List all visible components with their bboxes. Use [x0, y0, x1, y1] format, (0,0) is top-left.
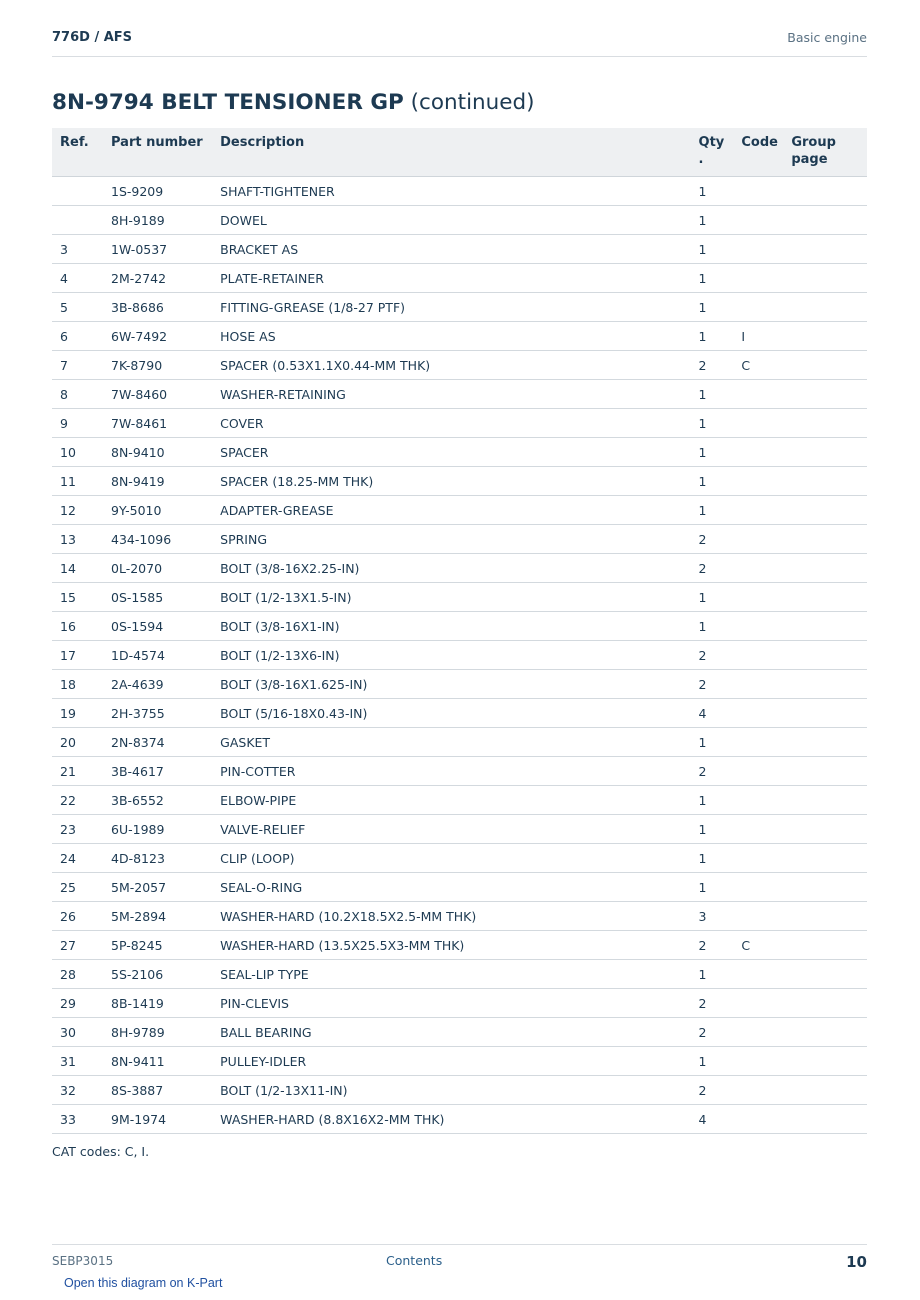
cell-code: I [733, 322, 783, 351]
table-row [52, 989, 867, 1018]
cell-group-page [783, 728, 867, 757]
cell-code [733, 409, 783, 438]
cell-description: PIN-CLEVIS [212, 989, 690, 1018]
cell-qty: 1 [691, 728, 734, 757]
cell-code [733, 757, 783, 786]
cell-description: PIN-COTTER [212, 757, 690, 786]
cell-group-page [783, 177, 867, 206]
cell-ref: 32 [52, 1076, 103, 1105]
cell-description: SEAL-O-RING [212, 873, 690, 902]
cell-qty: 1 [691, 438, 734, 467]
cell-part-number: 0L-2070 [103, 554, 212, 583]
cell-part-number: 2A-4639 [103, 670, 212, 699]
table-row [52, 380, 867, 409]
cell-code [733, 1076, 783, 1105]
cell-qty: 2 [691, 641, 734, 670]
cell-group-page [783, 351, 867, 380]
cell-ref: 18 [52, 670, 103, 699]
cell-group-page [783, 931, 867, 960]
cell-part-number: 8H-9189 [103, 206, 212, 235]
cell-code [733, 902, 783, 931]
table-row [52, 264, 867, 293]
cell-part-number: 2N-8374 [103, 728, 212, 757]
cell-group-page [783, 1105, 867, 1134]
cell-qty: 1 [691, 960, 734, 989]
cell-ref: 10 [52, 438, 103, 467]
cell-qty: 2 [691, 989, 734, 1018]
table-row [52, 322, 867, 351]
cell-description: HOSE AS [212, 322, 690, 351]
table-row [52, 873, 867, 902]
cell-description: CLIP (LOOP) [212, 844, 690, 873]
cell-description: ADAPTER-GREASE [212, 496, 690, 525]
cell-group-page [783, 786, 867, 815]
cell-part-number: 6U-1989 [103, 815, 212, 844]
cell-code [733, 177, 783, 206]
cell-qty: 2 [691, 670, 734, 699]
cell-part-number: 7W-8460 [103, 380, 212, 409]
table-row [52, 931, 867, 960]
cell-part-number: 1D-4574 [103, 641, 212, 670]
cell-ref: 4 [52, 264, 103, 293]
cell-code [733, 728, 783, 757]
cell-part-number: 2H-3755 [103, 699, 212, 728]
header-group-line2: page [791, 152, 828, 167]
cell-qty: 2 [691, 554, 734, 583]
cell-group-page [783, 438, 867, 467]
cell-qty: 1 [691, 322, 734, 351]
group-title: 8N-9794 BELT TENSIONER GP [52, 90, 404, 115]
cell-description: VALVE-RELIEF [212, 815, 690, 844]
cell-part-number: 9Y-5010 [103, 496, 212, 525]
cell-qty: 4 [691, 699, 734, 728]
cell-ref: 22 [52, 786, 103, 815]
cell-ref: 19 [52, 699, 103, 728]
cell-group-page [783, 467, 867, 496]
cell-group-page [783, 757, 867, 786]
table-row [52, 525, 867, 554]
cell-ref: 7 [52, 351, 103, 380]
cell-part-number: 0S-1594 [103, 612, 212, 641]
cell-ref: 21 [52, 757, 103, 786]
cell-qty: 1 [691, 583, 734, 612]
cell-code [733, 873, 783, 902]
table-row [52, 409, 867, 438]
cell-part-number: 434-1096 [103, 525, 212, 554]
cell-part-number: 8N-9411 [103, 1047, 212, 1076]
cell-description: BOLT (5/16-18X0.43-IN) [212, 699, 690, 728]
cell-ref: 13 [52, 525, 103, 554]
page-header [52, 28, 867, 57]
cell-qty: 1 [691, 177, 734, 206]
cell-qty: 3 [691, 902, 734, 931]
cell-ref: 23 [52, 815, 103, 844]
cell-ref: 12 [52, 496, 103, 525]
table-row [52, 815, 867, 844]
table-row [52, 583, 867, 612]
cell-code [733, 612, 783, 641]
cell-group-page [783, 583, 867, 612]
cell-description: BALL BEARING [212, 1018, 690, 1047]
cell-description: WASHER-HARD (8.8X16X2-MM THK) [212, 1105, 690, 1134]
section-name: Basic engine [787, 30, 867, 45]
cell-description: SPACER (18.25-MM THK) [212, 467, 690, 496]
cell-description: BOLT (1/2-13X11-IN) [212, 1076, 690, 1105]
table-row [52, 293, 867, 322]
cell-code [733, 699, 783, 728]
cell-group-page [783, 873, 867, 902]
cell-part-number: 4D-8123 [103, 844, 212, 873]
table-row [52, 467, 867, 496]
cell-description: ELBOW-PIPE [212, 786, 690, 815]
cell-group-page [783, 699, 867, 728]
cell-description: GASKET [212, 728, 690, 757]
cell-part-number: 3B-4617 [103, 757, 212, 786]
cell-ref: 14 [52, 554, 103, 583]
cell-qty: 2 [691, 757, 734, 786]
cell-code [733, 496, 783, 525]
cell-description: SEAL-LIP TYPE [212, 960, 690, 989]
cell-description: FITTING-GREASE (1/8-27 PTF) [212, 293, 690, 322]
cell-group-page [783, 844, 867, 873]
cell-ref: 29 [52, 989, 103, 1018]
cell-part-number: 0S-1585 [103, 583, 212, 612]
cell-group-page [783, 902, 867, 931]
cell-part-number: 8N-9419 [103, 467, 212, 496]
table-row [52, 960, 867, 989]
cell-part-number: 8N-9410 [103, 438, 212, 467]
cell-ref: 9 [52, 409, 103, 438]
cell-code [733, 583, 783, 612]
cell-qty: 2 [691, 351, 734, 380]
table-row [52, 206, 867, 235]
cell-code [733, 641, 783, 670]
kpart-diagram-link[interactable]: Open this diagram on K-Part [64, 1276, 223, 1290]
cell-part-number: 5M-2057 [103, 873, 212, 902]
cell-group-page [783, 670, 867, 699]
cell-code [733, 1018, 783, 1047]
cell-group-page [783, 554, 867, 583]
cell-qty: 1 [691, 612, 734, 641]
table-row [52, 728, 867, 757]
table-row [52, 670, 867, 699]
cat-codes-note: CAT codes: C, I. [52, 1144, 150, 1159]
parts-table [52, 128, 867, 1134]
cell-part-number: 2M-2742 [103, 264, 212, 293]
cell-code [733, 235, 783, 264]
cell-code [733, 786, 783, 815]
cell-ref: 30 [52, 1018, 103, 1047]
cell-code [733, 554, 783, 583]
cell-qty: 2 [691, 1076, 734, 1105]
table-row [52, 177, 867, 206]
cell-group-page [783, 960, 867, 989]
cell-group-page [783, 1047, 867, 1076]
header-code: Code [733, 128, 783, 177]
header-group-line1: Group [791, 135, 836, 150]
contents-link[interactable]: Contents [386, 1253, 443, 1268]
cell-ref: 27 [52, 931, 103, 960]
cell-qty: 1 [691, 293, 734, 322]
cell-code [733, 960, 783, 989]
header-description: Description [212, 128, 690, 177]
table-row [52, 844, 867, 873]
cell-group-page [783, 235, 867, 264]
table-row [52, 438, 867, 467]
cell-group-page [783, 293, 867, 322]
cell-description: BOLT (3/8-16X1.625-IN) [212, 670, 690, 699]
cell-ref: 15 [52, 583, 103, 612]
table-row [52, 641, 867, 670]
cell-description: BOLT (3/8-16X2.25-IN) [212, 554, 690, 583]
cell-code [733, 670, 783, 699]
cell-code: C [733, 351, 783, 380]
cell-group-page [783, 815, 867, 844]
cell-ref: 24 [52, 844, 103, 873]
table-row [52, 699, 867, 728]
cell-group-page [783, 496, 867, 525]
header-qty [691, 128, 734, 177]
cell-ref: 26 [52, 902, 103, 931]
cell-ref: 16 [52, 612, 103, 641]
cell-part-number: 6W-7492 [103, 322, 212, 351]
cell-part-number: 8S-3887 [103, 1076, 212, 1105]
cell-description: PLATE-RETAINER [212, 264, 690, 293]
cell-part-number: 8H-9789 [103, 1018, 212, 1047]
cell-description: WASHER-HARD (13.5X25.5X3-MM THK) [212, 931, 690, 960]
continued-label: (continued) [410, 90, 535, 115]
cell-code [733, 525, 783, 554]
cell-part-number: 3B-8686 [103, 293, 212, 322]
cell-code: C [733, 931, 783, 960]
cell-part-number: 5M-2894 [103, 902, 212, 931]
cell-ref: 17 [52, 641, 103, 670]
cell-description: BOLT (1/2-13X1.5-IN) [212, 583, 690, 612]
cell-part-number: 7K-8790 [103, 351, 212, 380]
table-row [52, 757, 867, 786]
table-row [52, 1105, 867, 1134]
table-row [52, 1018, 867, 1047]
cell-group-page [783, 380, 867, 409]
cell-qty: 1 [691, 409, 734, 438]
cell-description: BOLT (3/8-16X1-IN) [212, 612, 690, 641]
cell-ref [52, 206, 103, 235]
cell-ref: 11 [52, 467, 103, 496]
cell-part-number: 7W-8461 [103, 409, 212, 438]
page-number: 10 [846, 1253, 867, 1271]
cell-description: BRACKET AS [212, 235, 690, 264]
cell-qty: 2 [691, 1018, 734, 1047]
cell-qty: 1 [691, 786, 734, 815]
cell-qty: 1 [691, 844, 734, 873]
table-row [52, 1047, 867, 1076]
machine-model: 776D / AFS [52, 30, 133, 45]
cell-ref: 20 [52, 728, 103, 757]
page-title [52, 90, 535, 115]
cell-code [733, 206, 783, 235]
cell-part-number: 3B-6552 [103, 786, 212, 815]
cell-description: SHAFT-TIGHTENER [212, 177, 690, 206]
cell-group-page [783, 1018, 867, 1047]
table-row [52, 902, 867, 931]
table-row [52, 351, 867, 380]
cell-code [733, 844, 783, 873]
cell-qty: 1 [691, 206, 734, 235]
table-header-row [52, 128, 867, 177]
table-row [52, 496, 867, 525]
cell-ref: 5 [52, 293, 103, 322]
header-part-number: Part number [103, 128, 212, 177]
cell-description: WASHER-HARD (10.2X18.5X2.5-MM THK) [212, 902, 690, 931]
cell-group-page [783, 206, 867, 235]
cell-part-number: 5P-8245 [103, 931, 212, 960]
cell-description: SPRING [212, 525, 690, 554]
cell-part-number: 8B-1419 [103, 989, 212, 1018]
cell-qty: 1 [691, 873, 734, 902]
cell-group-page [783, 322, 867, 351]
header-group-page [783, 128, 867, 177]
cell-description: PULLEY-IDLER [212, 1047, 690, 1076]
document-id: SEBP3015 [52, 1254, 114, 1268]
cell-qty: 1 [691, 815, 734, 844]
cell-code [733, 438, 783, 467]
cell-qty: 1 [691, 496, 734, 525]
header-qty-line1: Qty [698, 135, 725, 150]
cell-ref: 8 [52, 380, 103, 409]
cell-group-page [783, 1076, 867, 1105]
cell-ref: 31 [52, 1047, 103, 1076]
cell-group-page [783, 612, 867, 641]
cell-code [733, 380, 783, 409]
cell-description: WASHER-RETAINING [212, 380, 690, 409]
header-ref: Ref. [52, 128, 103, 177]
page-footer [52, 1244, 867, 1275]
cell-ref: 6 [52, 322, 103, 351]
cell-code [733, 1047, 783, 1076]
cell-group-page [783, 989, 867, 1018]
cell-code [733, 1105, 783, 1134]
cell-part-number: 1S-9209 [103, 177, 212, 206]
cell-code [733, 467, 783, 496]
cell-ref: 28 [52, 960, 103, 989]
cell-qty: 2 [691, 931, 734, 960]
cell-qty: 1 [691, 235, 734, 264]
table-row [52, 554, 867, 583]
table-row [52, 786, 867, 815]
cell-code [733, 293, 783, 322]
cell-description: COVER [212, 409, 690, 438]
cell-part-number: 9M-1974 [103, 1105, 212, 1134]
cell-code [733, 264, 783, 293]
cell-qty: 1 [691, 467, 734, 496]
header-qty-line2: . [698, 152, 704, 167]
table-row [52, 612, 867, 641]
cell-qty: 1 [691, 1047, 734, 1076]
cell-code [733, 989, 783, 1018]
cell-description: SPACER (0.53X1.1X0.44-MM THK) [212, 351, 690, 380]
cell-ref: 25 [52, 873, 103, 902]
table-row [52, 1076, 867, 1105]
cell-part-number: 5S-2106 [103, 960, 212, 989]
cell-group-page [783, 409, 867, 438]
cell-group-page [783, 264, 867, 293]
cell-description: SPACER [212, 438, 690, 467]
cell-group-page [783, 641, 867, 670]
cell-qty: 4 [691, 1105, 734, 1134]
cell-description: BOLT (1/2-13X6-IN) [212, 641, 690, 670]
cell-part-number: 1W-0537 [103, 235, 212, 264]
cell-group-page [783, 525, 867, 554]
cell-ref: 33 [52, 1105, 103, 1134]
cell-ref [52, 177, 103, 206]
table-row [52, 235, 867, 264]
cell-ref: 3 [52, 235, 103, 264]
cell-code [733, 815, 783, 844]
cell-qty: 1 [691, 380, 734, 409]
cell-description: DOWEL [212, 206, 690, 235]
cell-qty: 2 [691, 525, 734, 554]
cell-qty: 1 [691, 264, 734, 293]
